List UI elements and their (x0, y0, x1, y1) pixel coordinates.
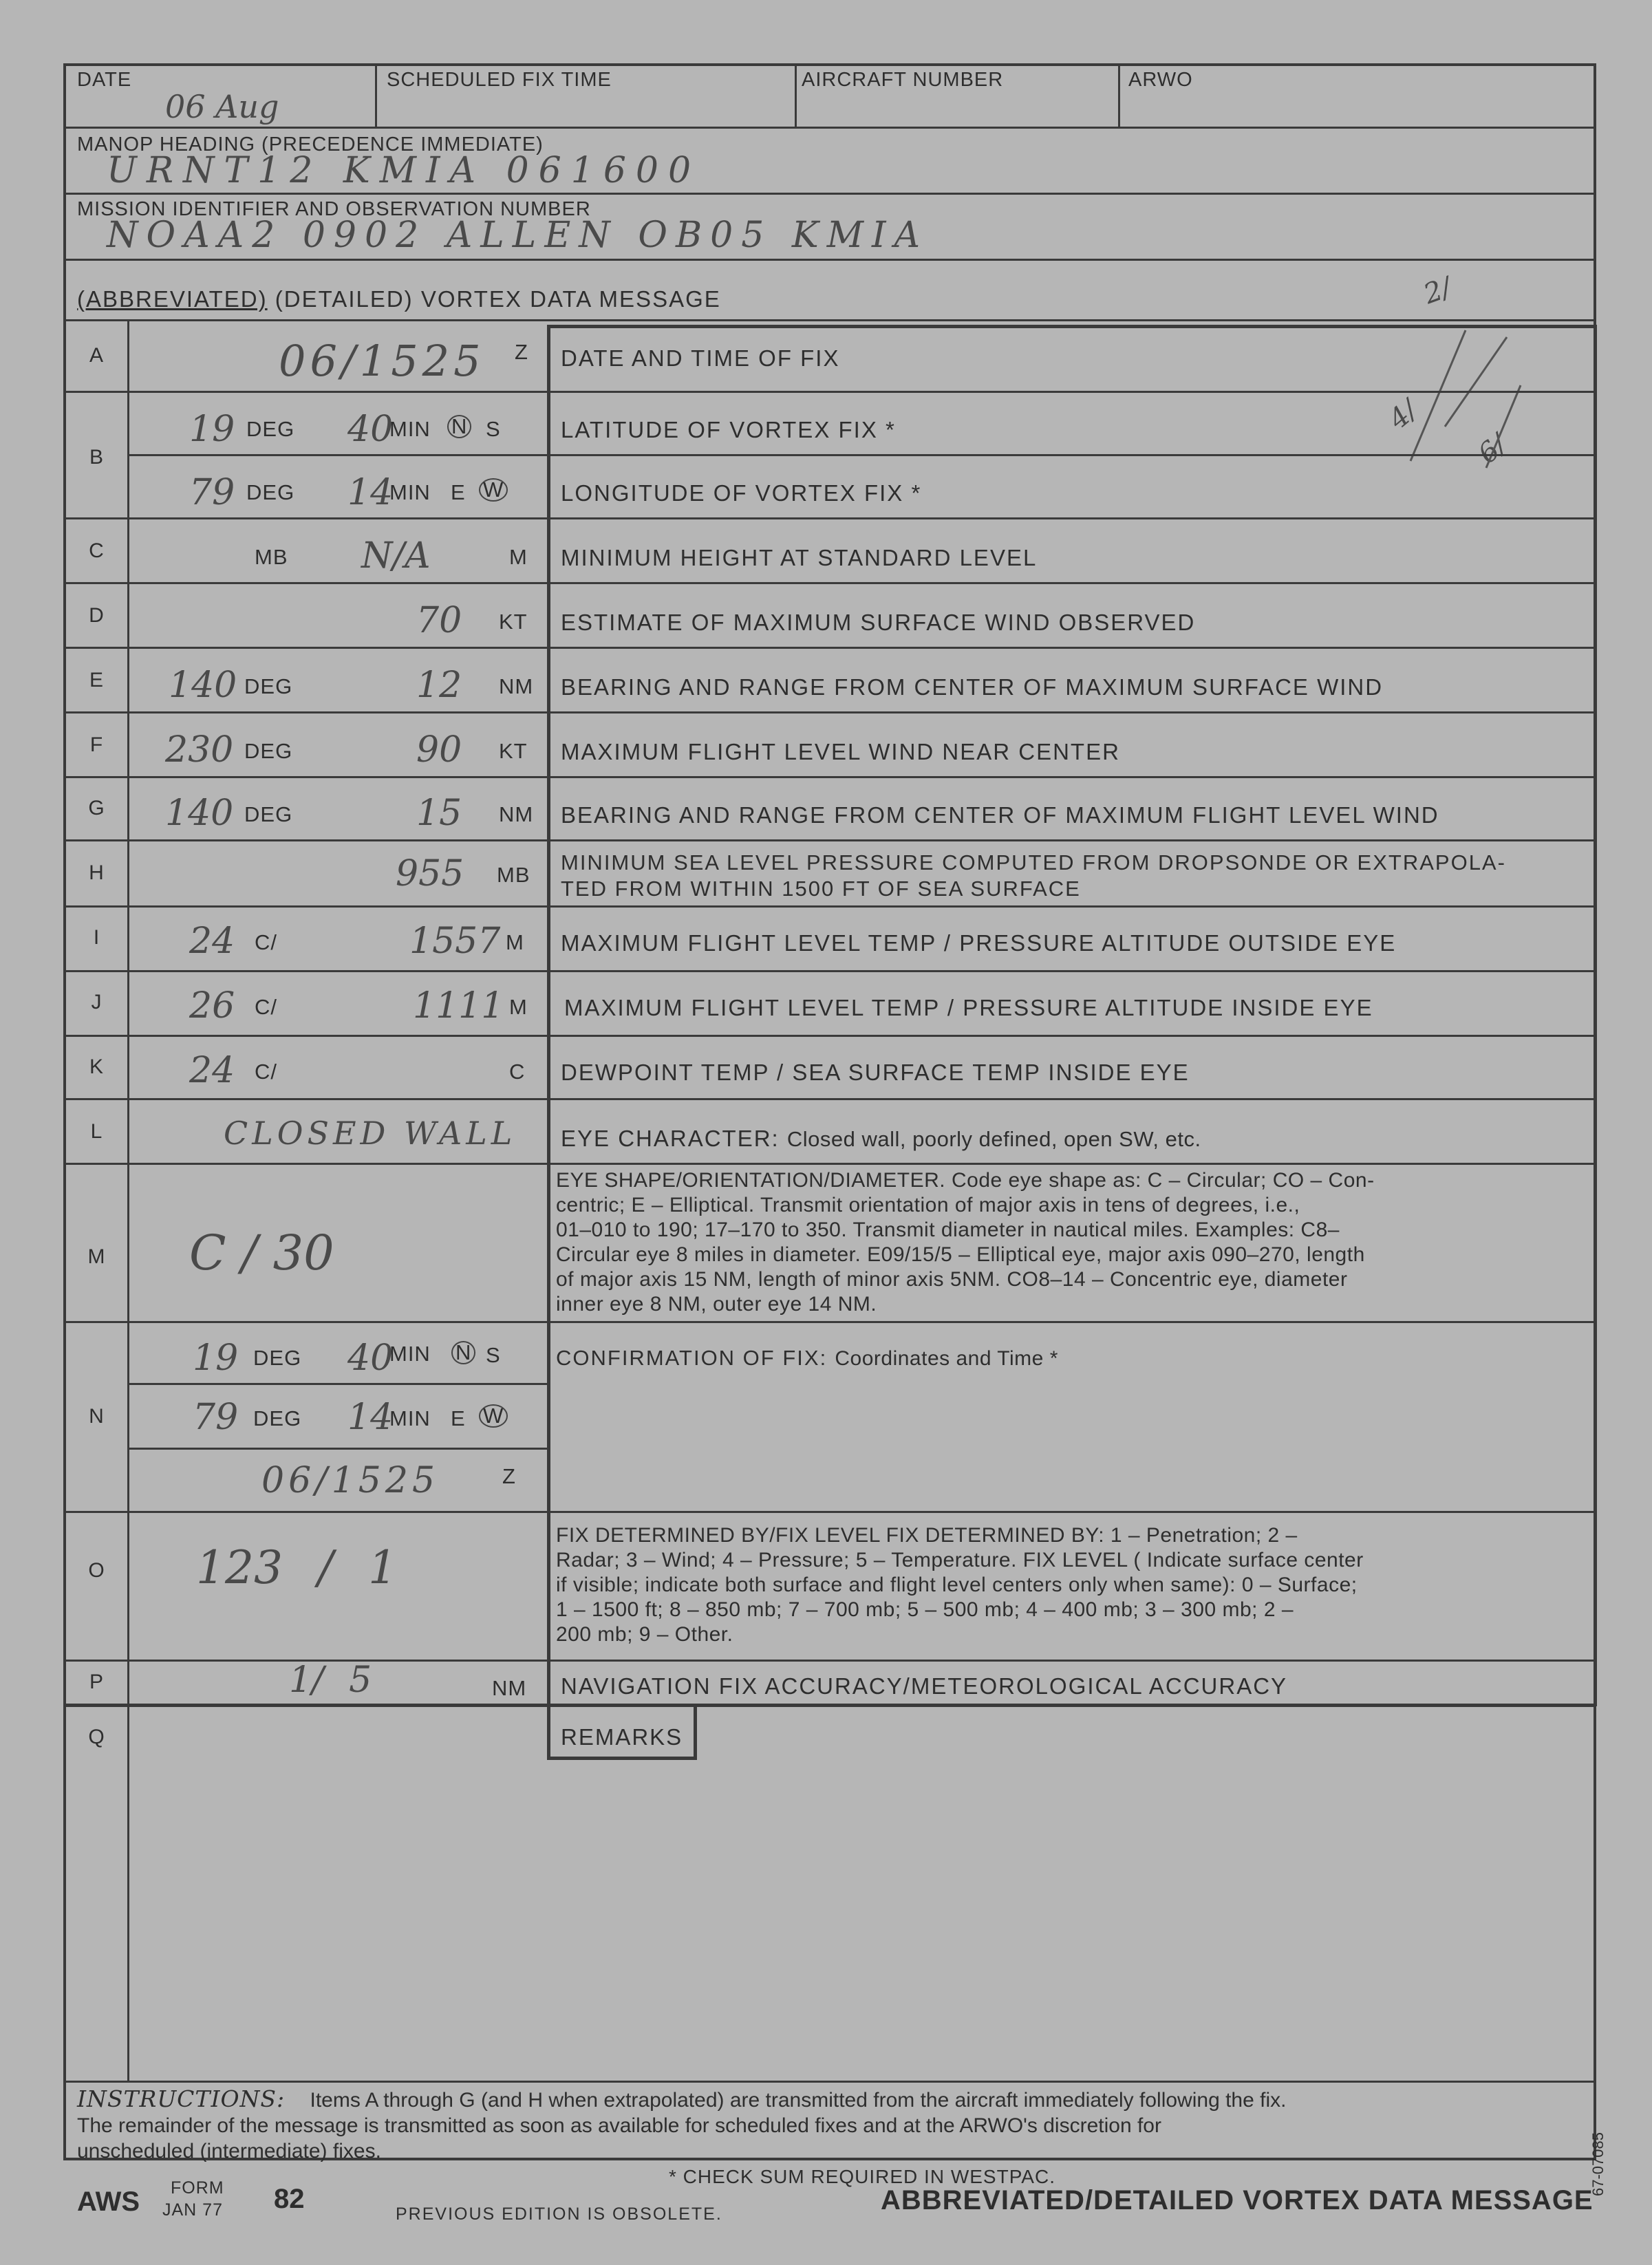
row-line-h (63, 905, 1596, 908)
row-letter-m: M (87, 1245, 105, 1268)
row-n-time: 06/1525 (261, 1460, 440, 1501)
row-o-desc-5: 200 mb; 9 – Other. (556, 1623, 733, 1646)
row-k-desc: DEWPOINT TEMP / SEA SURFACE TEMP INSIDE EYE (561, 1060, 1190, 1085)
row-h-desc-1: MINIMUM SEA LEVEL PRESSURE COMPUTED FROM DROPSONDE OR EXTRAPOLA- (561, 850, 1506, 874)
row-n-n: N (451, 1340, 475, 1365)
row-a-unit: Z (515, 340, 528, 364)
message-type (77, 286, 721, 312)
row-line-f (63, 776, 1596, 778)
row-m-desc-4: Circular eye 8 miles in diameter. E09/15/5 – Elliptical eye, major axis 090–270, length (556, 1243, 1365, 1266)
row-h-unit: MB (497, 863, 530, 887)
row-letter-g: G (88, 797, 105, 819)
row-line-l (63, 1163, 1596, 1165)
footer-title: ABBREVIATED/DETAILED VORTEX DATA MESSAGE (881, 2185, 1594, 2215)
row-letter-o: O (88, 1559, 105, 1582)
row-f-value: 90 (416, 729, 462, 771)
row-m-desc-6: inner eye 8 NM, outer eye 14 NM. (556, 1293, 877, 1316)
row-i-desc: MAXIMUM FLIGHT LEVEL TEMP / PRESSURE ALTITUDE OUTSIDE EYE (561, 930, 1397, 956)
table-right-border (1594, 326, 1597, 1706)
row-p-unit: NM (492, 1676, 527, 1700)
header-divider-3 (1118, 63, 1120, 127)
row-line-n1 (127, 1383, 547, 1385)
row-l-value: CLOSED WALL (224, 1115, 517, 1152)
row-f-unit: KT (499, 739, 528, 763)
row-e-deg-label: DEG (244, 674, 293, 698)
row-p-value: 1/ 5 (289, 1660, 372, 1701)
margin-note-2: 4/ (1382, 394, 1424, 436)
instructions-block (77, 2086, 1584, 2189)
header-line-4 (63, 319, 1596, 321)
message-type-detailed: (DETAILED) VORTEX DATA MESSAGE (275, 286, 721, 312)
row-j-unit: M (509, 995, 528, 1019)
margin-note-1: 2/ (1419, 271, 1456, 311)
row-d-value: 70 (416, 600, 462, 641)
instructions-text-1: Items A through G (and H when extrapolated) are transmitted from the aircraft immediately following the fix. (310, 2089, 1287, 2112)
row-a-desc: DATE AND TIME OF FIX (561, 345, 840, 371)
row-b-lat-min: 40 (347, 409, 394, 450)
row-g-deg: 140 (165, 793, 234, 834)
row-m-desc (556, 1168, 1588, 1317)
row-n-desc (556, 1344, 1058, 1371)
row-line-g (63, 839, 1596, 841)
row-letter-l: L (90, 1120, 103, 1143)
row-f-deg: 230 (165, 729, 234, 771)
row-m-desc-2: centric; E – Elliptical. Transmit orientation of major axis in tens of degrees, i.e., (556, 1194, 1300, 1216)
row-k-temp: 24 (189, 1050, 235, 1091)
row-o-desc-3: if visible; indicate both surface and flight level centers only when same): 0 – Surface; (556, 1574, 1358, 1596)
row-n-w: W (479, 1404, 508, 1428)
row-b-lon-deg: 79 (189, 472, 235, 513)
row-e-unit: NM (499, 674, 534, 698)
row-k-c-label: C/ (255, 1060, 277, 1084)
row-n-lon-deg: 79 (193, 1397, 239, 1438)
instructions-line-3: unscheduled (intermediate) fixes. (77, 2140, 381, 2162)
row-k-unit: C (509, 1060, 526, 1084)
aircraft-label: AIRCRAFT NUMBER (802, 69, 1004, 91)
row-o-desc-2: Radar; 3 – Wind; 4 – Pressure; 5 – Temperature. FIX LEVEL ( Indicate surface center (556, 1549, 1364, 1571)
row-n-desc-title: CONFIRMATION OF FIX: (556, 1346, 828, 1370)
row-i-value: 1557 (409, 921, 501, 962)
row-q-desc: REMARKS (561, 1724, 683, 1750)
footer-side-code: 67-07085 (1589, 2132, 1607, 2196)
table-divider-main (547, 326, 550, 1759)
footer-form: FORM (171, 2178, 224, 2198)
instructions-line-4: * CHECK SUM REQUIRED IN WESTPAC. (669, 2166, 1055, 2187)
row-line-q (63, 2081, 1596, 2083)
row-h-desc-2: TED FROM WITHIN 1500 FT OF SEA SURFACE (561, 877, 1081, 901)
row-n-lon-min: 14 (347, 1397, 394, 1438)
row-m-value: C / 30 (189, 1225, 334, 1281)
footer-date: JAN 77 (162, 2200, 223, 2220)
row-e-deg: 140 (169, 665, 237, 706)
row-l-desc (561, 1126, 1201, 1152)
row-n-e: E (451, 1406, 466, 1430)
fix-time-label: SCHEDULED FIX TIME (387, 69, 612, 91)
row-b-lon-w: W (479, 477, 508, 502)
row-letter-c: C (89, 539, 104, 562)
row-letter-n: N (89, 1405, 104, 1428)
row-b-lon-min: 14 (347, 472, 394, 513)
row-e-desc: BEARING AND RANGE FROM CENTER OF MAXIMUM SURFACE WIND (561, 674, 1384, 700)
row-c-desc: MINIMUM HEIGHT AT STANDARD LEVEL (561, 545, 1038, 570)
row-n-lat-min: 40 (347, 1338, 394, 1379)
row-letter-k: K (89, 1055, 103, 1078)
row-n-deg-label-2: DEG (253, 1406, 302, 1430)
row-o-value: 123 / 1 (196, 1541, 398, 1594)
row-n-s: S (486, 1343, 501, 1367)
date-value: 06 Aug (165, 88, 279, 125)
row-b-lat-s: S (486, 417, 501, 441)
row-b-lon-e: E (451, 480, 466, 504)
row-g-desc: BEARING AND RANGE FROM CENTER OF MAXIMUM FLIGHT LEVEL WIND (561, 802, 1439, 828)
row-m-desc-5: of major axis 15 NM, length of minor axis 5NM. CO8–14 – Concentric eye, diameter (556, 1268, 1348, 1291)
row-letter-e: E (89, 669, 103, 691)
table-top-border (547, 325, 1597, 328)
row-b-lat-desc: LATITUDE OF VORTEX FIX * (561, 417, 896, 442)
footer-aws: AWS (77, 2187, 140, 2217)
row-b-lat-n: N (447, 414, 471, 439)
row-line-c (63, 582, 1596, 584)
row-d-unit: KT (499, 610, 528, 634)
row-letter-a: A (89, 344, 103, 367)
row-b-lon-desc: LONGITUDE OF VORTEX FIX * (561, 480, 922, 506)
row-letter-h: H (89, 861, 104, 884)
row-c-mb: MB (255, 545, 288, 569)
row-line-a (63, 391, 1596, 393)
row-f-deg-label: DEG (244, 739, 293, 763)
row-letter-d: D (89, 604, 104, 627)
row-n-min-label-1: MIN (389, 1342, 431, 1366)
row-j-temp: 26 (189, 985, 235, 1027)
margin-scribble (1404, 323, 1527, 482)
row-c-value: N/A (361, 535, 431, 577)
row-line-i (63, 970, 1596, 972)
row-b-lat-deg: 19 (189, 409, 235, 450)
row-o-desc-4: 1 – 1500 ft; 8 – 850 mb; 7 – 700 mb; 5 – 500 mb; 4 – 400 mb; 3 – 300 mb; 2 – (556, 1598, 1294, 1621)
row-o-desc (556, 1523, 1588, 1647)
row-letter-i: I (93, 926, 100, 949)
row-i-c-label: C/ (255, 930, 277, 954)
row-letter-p: P (89, 1671, 103, 1693)
row-j-c-label: C/ (255, 995, 277, 1019)
row-line-n (63, 1511, 1596, 1513)
row-i-unit: M (506, 930, 524, 954)
row-line-n2 (127, 1448, 547, 1450)
row-l-desc-rest: Closed wall, poorly defined, open SW, etc. (786, 1127, 1201, 1151)
header-divider-2 (795, 63, 797, 127)
row-line-d (63, 647, 1596, 649)
row-letter-q: Q (88, 1726, 105, 1748)
row-n-lat-deg: 19 (193, 1338, 239, 1379)
header-line-3 (63, 259, 1596, 261)
row-line-b (63, 517, 1596, 519)
footer-number: 82 (274, 2184, 305, 2214)
row-g-deg-label: DEG (244, 802, 293, 826)
message-type-abbreviated: (ABBREVIATED) (77, 286, 268, 312)
row-letter-f: F (89, 733, 103, 756)
instructions-title: INSTRUCTIONS: (77, 2085, 286, 2112)
row-line-e (63, 711, 1596, 713)
arwo-label: ARWO (1128, 69, 1193, 91)
row-letter-b: B (89, 446, 103, 469)
row-f-desc: MAXIMUM FLIGHT LEVEL WIND NEAR CENTER (561, 739, 1120, 764)
row-n-desc-rest: Coordinates and Time * (835, 1347, 1058, 1370)
mission-value: NOAA2 0902 ALLEN OB05 KMIA (107, 215, 929, 256)
date-label: DATE (77, 69, 132, 91)
row-j-value: 1111 (413, 985, 504, 1027)
manop-value: URNT12 KMIA 061600 (107, 150, 701, 191)
instructions-line-1 (77, 2086, 1584, 2113)
row-line-p (63, 1704, 1596, 1707)
row-d-desc: ESTIMATE OF MAXIMUM SURFACE WIND OBSERVED (561, 610, 1196, 635)
row-line-b1 (127, 454, 1596, 456)
header-line-2 (63, 193, 1596, 195)
row-g-unit: NM (499, 802, 534, 826)
row-n-min-label-2: MIN (389, 1406, 431, 1430)
row-o-desc-1: FIX DETERMINED BY/FIX LEVEL FIX DETERMINED BY: 1 – Penetration; 2 – (556, 1524, 1298, 1547)
row-m-desc-3: 01–010 to 190; 17–170 to 350. Transmit diameter in nautical miles. Examples: C8– (556, 1219, 1340, 1241)
instructions-line-2: The remainder of the message is transmitted as soon as available for scheduled fixes and at the ARWO's discretion for (77, 2114, 1161, 2137)
manop-label: MANOP HEADING (PRECEDENCE IMMEDIATE) (77, 133, 544, 155)
mission-label: MISSION IDENTIFIER AND OBSERVATION NUMBER (77, 198, 591, 220)
row-b-lat-deg-label: DEG (246, 417, 295, 441)
row-p-desc: NAVIGATION FIX ACCURACY/METEOROLOGICAL ACCURACY (561, 1673, 1288, 1699)
row-n-deg-label-1: DEG (253, 1346, 302, 1370)
row-m-desc-1: EYE SHAPE/ORIENTATION/DIAMETER. Code eye shape as: C – Circular; CO – Con- (556, 1169, 1375, 1192)
row-n-z: Z (502, 1464, 516, 1488)
row-e-value: 12 (416, 665, 462, 706)
row-j-desc: MAXIMUM FLIGHT LEVEL TEMP / PRESSURE ALTITUDE INSIDE EYE (564, 995, 1373, 1020)
row-c-unit: M (509, 545, 528, 569)
row-line-j (63, 1035, 1596, 1037)
row-h-value: 955 (396, 853, 464, 894)
row-b-lat-min-label: MIN (389, 417, 431, 441)
row-g-value: 15 (416, 793, 462, 834)
margin-note-3: 6/ (1472, 428, 1514, 471)
row-b-lon-deg-label: DEG (246, 480, 295, 504)
footer-previous: PREVIOUS EDITION IS OBSOLETE. (396, 2204, 722, 2224)
row-letter-j: J (91, 991, 102, 1013)
row-line-k (63, 1098, 1596, 1100)
row-b-lon-min-label: MIN (389, 480, 431, 504)
header-divider-1 (375, 63, 377, 127)
row-line-m (63, 1321, 1596, 1323)
row-i-temp: 24 (189, 921, 235, 962)
row-a-value: 06/1525 (279, 336, 485, 386)
header-line-1 (63, 127, 1596, 129)
row-l-desc-title: EYE CHARACTER: (561, 1126, 780, 1151)
